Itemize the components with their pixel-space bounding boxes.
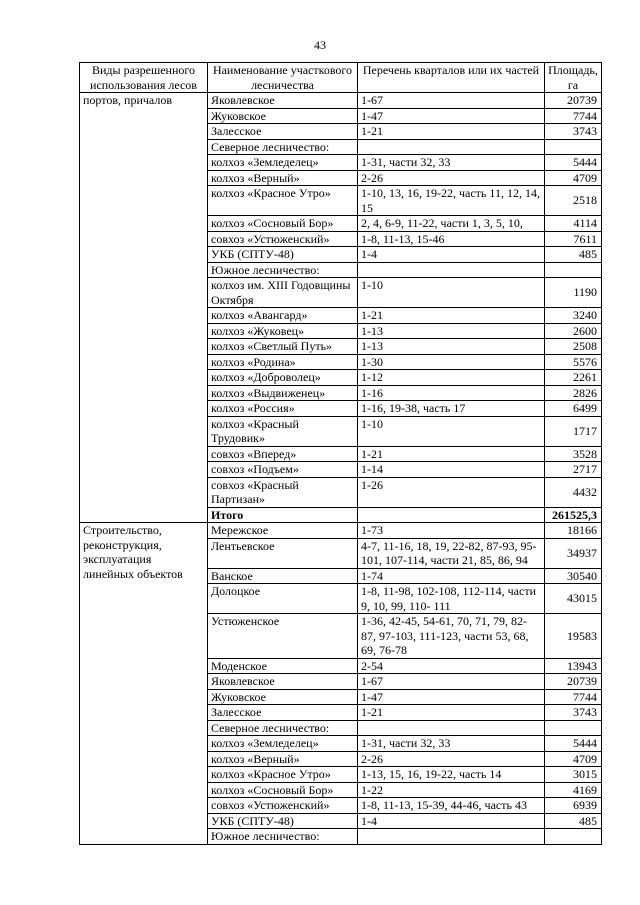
quarters-cell: 2, 4, 6-9, 11-22, части 1, 3, 5, 10,: [358, 216, 545, 232]
forestry-name-cell: колхоз «Земледелец»: [208, 155, 358, 171]
area-cell: 2600: [545, 323, 602, 339]
quarters-cell: 1-14: [358, 462, 545, 478]
forestry-name-cell: Долоцкое: [208, 584, 358, 614]
forestry-name-cell: колхоз «Россия»: [208, 401, 358, 417]
use-type-cell: портов, причалов: [80, 93, 208, 523]
area-cell: 485: [545, 813, 602, 829]
forestry-name-cell: Северное лесничество:: [208, 139, 358, 155]
quarters-cell: 1-16: [358, 385, 545, 401]
forestry-name-cell: колхоз «Светлый Путь»: [208, 339, 358, 355]
quarters-cell: 1-4: [358, 247, 545, 263]
area-cell: 1190: [545, 278, 602, 308]
forestry-name-cell: Жуковское: [208, 689, 358, 705]
quarters-cell: 4-7, 11-16, 18, 19, 22-82, 87-93, 95-101, 107-114, части 21, 85, 86, 94: [358, 538, 545, 568]
quarters-cell: [358, 720, 545, 736]
area-cell: 3528: [545, 446, 602, 462]
forestry-name-cell: Ванское: [208, 568, 358, 584]
forestry-name-cell: Северное лесничество:: [208, 720, 358, 736]
forestry-name-cell: УКБ (СПТУ-48): [208, 813, 358, 829]
forestry-name-cell: колхоз «Сосновый Бор»: [208, 782, 358, 798]
quarters-cell: 1-47: [358, 108, 545, 124]
quarters-cell: 1-31, части 32, 33: [358, 155, 545, 171]
area-cell: [545, 720, 602, 736]
page-number: 43: [314, 38, 326, 52]
area-cell: [545, 829, 602, 845]
area-cell: 4169: [545, 782, 602, 798]
quarters-cell: 1-10: [358, 278, 545, 308]
area-cell: 34937: [545, 538, 602, 568]
area-cell: 7744: [545, 689, 602, 705]
area-cell: [545, 139, 602, 155]
area-cell: 2261: [545, 370, 602, 386]
forestry-name-cell: колхоз «Верный»: [208, 751, 358, 767]
table-row: [80, 93, 602, 109]
forestry-name-cell: колхоз «Авангард»: [208, 308, 358, 324]
quarters-cell: 1-22: [358, 782, 545, 798]
quarters-cell: 1-36, 42-45, 54-61, 70, 71, 79, 82-87, 97-103, 111-123, части 53, 68, 69, 76-78: [358, 614, 545, 659]
area-cell: 5576: [545, 354, 602, 370]
area-cell: 485: [545, 247, 602, 263]
quarters-cell: 2-54: [358, 658, 545, 674]
forestry-name-cell: колхоз «Красное Утро»: [208, 186, 358, 216]
forestry-name-cell: колхоз «Жуковец»: [208, 323, 358, 339]
quarters-cell: 1-8, 11-13, 15-46: [358, 231, 545, 247]
quarters-cell: [358, 829, 545, 845]
quarters-cell: 1-74: [358, 568, 545, 584]
quarters-cell: 1-21: [358, 446, 545, 462]
forestry-name-cell: Моденское: [208, 658, 358, 674]
table-header-row: [80, 63, 602, 93]
total-quarters-cell: [358, 507, 545, 523]
quarters-cell: 1-10, 13, 16, 19-22, часть 11, 12, 14, 15: [358, 186, 545, 216]
quarters-cell: 1-16, 19-38, часть 17: [358, 401, 545, 417]
quarters-cell: 2-26: [358, 170, 545, 186]
quarters-cell: 1-73: [358, 523, 545, 539]
area-cell: 4114: [545, 216, 602, 232]
area-cell: 6499: [545, 401, 602, 417]
forestry-name-cell: колхоз «Земледелец»: [208, 736, 358, 752]
total-label: Итого: [208, 507, 358, 523]
area-cell: 3015: [545, 767, 602, 783]
quarters-cell: 1-21: [358, 308, 545, 324]
forestry-name-cell: Жуковское: [208, 108, 358, 124]
forestry-name-cell: колхоз «Красный Трудовик»: [208, 416, 358, 446]
area-cell: 5444: [545, 736, 602, 752]
area-cell: 2717: [545, 462, 602, 478]
forestry-name-cell: совхоз «Устюженский»: [208, 231, 358, 247]
table-body: [80, 93, 602, 845]
area-cell: 20739: [545, 93, 602, 109]
area-cell: 19583: [545, 614, 602, 659]
forestry-name-cell: совхоз «Вперед»: [208, 446, 358, 462]
area-cell: 4709: [545, 751, 602, 767]
forestry-name-cell: Залесское: [208, 705, 358, 721]
quarters-cell: 1-13: [358, 339, 545, 355]
area-cell: 3743: [545, 124, 602, 140]
use-type-cell: Строительство, реконструкция, эксплуатация линейных объектов: [80, 523, 208, 845]
header-area: Площадь, га: [545, 63, 602, 93]
forestry-name-cell: колхоз «Выдвиженец»: [208, 385, 358, 401]
quarters-cell: 2-26: [358, 751, 545, 767]
area-cell: 2826: [545, 385, 602, 401]
quarters-cell: 1-8, 11-13, 15-39, 44-46, часть 43: [358, 798, 545, 814]
area-cell: 20739: [545, 674, 602, 690]
area-cell: 5444: [545, 155, 602, 171]
forestry-name-cell: Яковлевское: [208, 93, 358, 109]
forestry-name-cell: Южное лесничество:: [208, 829, 358, 845]
quarters-cell: 1-30: [358, 354, 545, 370]
table-row: [80, 523, 602, 539]
area-cell: [545, 262, 602, 278]
forestry-name-cell: совхоз «Красный Партизан»: [208, 477, 358, 507]
forest-use-table: [79, 62, 602, 845]
area-cell: 7744: [545, 108, 602, 124]
area-cell: 1717: [545, 416, 602, 446]
area-cell: 4709: [545, 170, 602, 186]
quarters-cell: 1-26: [358, 477, 545, 507]
quarters-cell: 1-67: [358, 674, 545, 690]
quarters-cell: 1-13: [358, 323, 545, 339]
forestry-name-cell: Яковлевское: [208, 674, 358, 690]
forestry-name-cell: Устюженское: [208, 614, 358, 659]
area-cell: 2508: [545, 339, 602, 355]
area-cell: 3240: [545, 308, 602, 324]
header-quarters: Перечень кварталов или их частей: [358, 63, 545, 93]
header-use-type: Виды разрешенного использования лесов: [80, 63, 208, 93]
forestry-name-cell: совхоз «Устюженский»: [208, 798, 358, 814]
quarters-cell: 1-21: [358, 705, 545, 721]
forestry-name-cell: Южное лесничество:: [208, 262, 358, 278]
area-cell: 3743: [545, 705, 602, 721]
area-cell: 30540: [545, 568, 602, 584]
header-forestry-name: Наименование участкового лесничества: [208, 63, 358, 93]
total-area: 261525,3: [545, 507, 602, 523]
quarters-cell: 1-4: [358, 813, 545, 829]
forestry-name-cell: колхоз «Сосновый Бор»: [208, 216, 358, 232]
forestry-name-cell: колхоз «Верный»: [208, 170, 358, 186]
quarters-cell: [358, 262, 545, 278]
forestry-name-cell: совхоз «Подъем»: [208, 462, 358, 478]
forestry-name-cell: Лентьевское: [208, 538, 358, 568]
forestry-name-cell: Залесское: [208, 124, 358, 140]
quarters-cell: 1-13, 15, 16, 19-22, часть 14: [358, 767, 545, 783]
area-cell: 18166: [545, 523, 602, 539]
forestry-name-cell: колхоз «Доброволец»: [208, 370, 358, 386]
quarters-cell: 1-21: [358, 124, 545, 140]
area-cell: 4432: [545, 477, 602, 507]
quarters-cell: 1-67: [358, 93, 545, 109]
area-cell: 7611: [545, 231, 602, 247]
quarters-cell: 1-12: [358, 370, 545, 386]
quarters-cell: [358, 139, 545, 155]
area-cell: 43015: [545, 584, 602, 614]
quarters-cell: 1-31, части 32, 33: [358, 736, 545, 752]
forestry-name-cell: УКБ (СПТУ-48): [208, 247, 358, 263]
quarters-cell: 1-10: [358, 416, 545, 446]
forestry-name-cell: колхоз им. XIII Годовщины Октября: [208, 278, 358, 308]
forestry-name-cell: Мережское: [208, 523, 358, 539]
area-cell: 13943: [545, 658, 602, 674]
quarters-cell: 1-47: [358, 689, 545, 705]
area-cell: 2518: [545, 186, 602, 216]
area-cell: 6939: [545, 798, 602, 814]
quarters-cell: 1-8, 11-98, 102-108, 112-114, части 9, 10, 99, 110- 111: [358, 584, 545, 614]
forestry-name-cell: колхоз «Красное Утро»: [208, 767, 358, 783]
forestry-name-cell: колхоз «Родина»: [208, 354, 358, 370]
